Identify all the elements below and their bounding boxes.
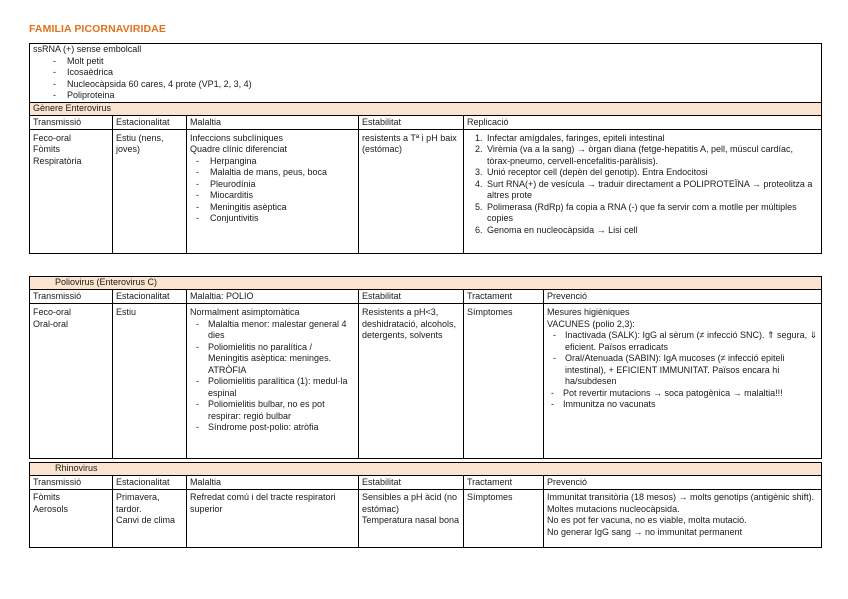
column-header: Malaltia	[187, 476, 359, 490]
column-header: Estacionalitat	[113, 290, 187, 304]
column-header: Replicació	[464, 115, 822, 129]
table-row	[30, 129, 822, 253]
list-item: - Meningitis asèptica	[190, 202, 355, 214]
list-item: - Pot revertir mutacions → soca patogènica → malaltia!!!	[547, 388, 818, 400]
list-item: - Nucleocàpsida 60 cares, 4 prote (VP1, 2, 3, 4)	[47, 79, 818, 91]
vaccine-notes	[547, 388, 818, 411]
list-item: - Poliproteina	[47, 90, 818, 102]
poliovirus-band: Poliovirus (Enterovirus C)	[30, 277, 822, 290]
column-header: Malaltia	[187, 115, 359, 129]
list-item: - Pleurodínia	[190, 179, 355, 191]
transmission-item: Fòmits	[33, 144, 60, 154]
list-item: - Icosaèdrica	[47, 67, 818, 79]
list-item: 6. Genoma en nucleocàpsida → Lisi cell	[485, 225, 818, 237]
prevention-intro: Mesures higièniques	[547, 307, 630, 317]
enterovirus-table	[29, 43, 822, 254]
enterovirus-band: Gènere Enterovirus	[30, 102, 822, 115]
stability-item: Sensibles a pH àcid (no estómac)	[362, 492, 458, 514]
column-header: Prevenció	[544, 290, 822, 304]
list-item: - Poliomielitis paralítica (1): medul·la espinal	[192, 376, 355, 399]
seasonality-item: Canvi de clima	[116, 515, 176, 525]
transmission-item: Feco-oral	[33, 132, 72, 143]
stability-item: Temperatura nasal bona	[362, 515, 460, 525]
stability-cell: resistents a Tª i pH baix (estómac)	[359, 129, 464, 253]
list-item: - Oral/Atenuada (SABIN): IgA mucoses (≠ infecció epiteli intestinal), + EFICIENT IMMUNITAT. Països encara hi ha/subdesen	[549, 353, 818, 388]
list-item: - Inactivada (SALK): IgG al sèrum (≠ infecció SNC). ⇑ segura, ⇓ eficient. Països erradicats	[549, 330, 818, 353]
list-item: - Immunitza no vacunats	[547, 399, 818, 411]
list-item: - Poliomielitis no paralítica / Meningitis asèptica: meninges. ATRÒFIA	[192, 342, 355, 377]
prevention-cell	[544, 304, 822, 459]
prevention-cell	[544, 490, 822, 548]
family-traits-list	[47, 56, 818, 102]
column-header: Tractament	[464, 476, 544, 490]
list-item: 2. Virèmia (va a la sang) → òrgan diana (fetge-hepatitis A, pell, múscul cardíac, tòrax-pneumo, cervell-encefalitis-paràlisis).	[485, 144, 818, 167]
transmission-item: Aerosols	[33, 503, 69, 514]
prevention-item: Immunitat transitòria (18 mesos) → molts genotips (antigènic shift). Moltes mutacions nucleocàpsida.	[547, 492, 815, 514]
seasonality-cell	[113, 490, 187, 548]
table-row	[30, 304, 822, 459]
table-row	[30, 490, 822, 548]
column-header: Estabilitat	[359, 115, 464, 129]
rhinovirus-table	[29, 462, 822, 548]
list-item: 5. Polimerasa (RdRp) fa copia a RNA (-) que fa servir com a motlle per múltiples copies	[485, 202, 818, 225]
list-item: - Síndrome post-polio: atròfia	[192, 422, 355, 434]
table-header-row	[30, 290, 822, 304]
table-header-row	[30, 476, 822, 490]
page-title: FAMILIA PICORNAVIRIDAE	[29, 23, 166, 35]
prevention-item: No generar IgG sang → no immunitat permanent	[547, 526, 743, 537]
transmission-cell	[30, 304, 113, 459]
column-header: Malaltia: POLIO	[187, 290, 359, 304]
list-item: - Herpangina	[190, 156, 355, 168]
stability-cell: Resistents a pH<3, deshidratació, alcohols, detergents, solvents	[359, 304, 464, 459]
seasonality-cell: Estiu	[113, 304, 187, 459]
seasonality-item: Primavera,	[116, 492, 160, 502]
column-header: Estacionalitat	[113, 115, 187, 129]
disease-list	[190, 156, 355, 225]
transmission-item: Feco-oral	[33, 307, 72, 317]
replication-steps	[467, 133, 818, 237]
treatment-cell: Símptomes	[464, 304, 544, 459]
transmission-item: Fòmits	[33, 492, 60, 502]
column-header: Estabilitat	[359, 290, 464, 304]
column-header: Prevenció	[544, 476, 822, 490]
list-item: - Conjuntivitis	[190, 213, 355, 225]
column-header: Transmissió	[30, 290, 113, 304]
disease-list	[192, 319, 355, 434]
disease-intro: Quadre clínic diferenciat	[190, 144, 288, 154]
transmission-cell	[30, 490, 113, 548]
column-header: Tractament	[464, 290, 544, 304]
list-item: - Malaltia de mans, peus, boca	[190, 167, 355, 179]
column-header: Estacionalitat	[113, 476, 187, 490]
list-item: 1. Infectar amígdales, faringes, epiteli intestinal	[485, 133, 818, 145]
column-header: Transmissió	[30, 115, 113, 129]
disease-cell	[187, 129, 359, 253]
table-header-row	[30, 115, 822, 129]
poliovirus-table	[29, 276, 822, 459]
treatment-cell: Símptomes	[464, 490, 544, 548]
list-item: - Malaltia menor: malestar general 4 dies	[192, 319, 355, 342]
disease-intro: Infeccions subclíniques	[190, 132, 284, 143]
seasonality-item: tardor.	[116, 503, 142, 514]
disease-intro: Normalment asimptomàtica	[190, 307, 300, 317]
transmission-cell	[30, 129, 113, 253]
disease-cell: Refredat comú i del tracte respiratori superior	[187, 490, 359, 548]
list-item: - Poliomielitis bulbar, no es pot respirar: regió bulbar	[192, 399, 355, 422]
prevention-item: No es pot fer vacuna, no es viable, molta mutació.	[547, 515, 747, 525]
family-summary: ssRNA (+) sense embolcall	[33, 44, 142, 54]
prevention-intro: VACUNES (polio 2,3):	[547, 318, 635, 329]
list-item: - Miocarditis	[190, 190, 355, 202]
transmission-item: Oral-oral	[33, 318, 69, 329]
disease-cell	[187, 304, 359, 459]
vaccine-list	[549, 330, 818, 388]
replication-cell	[464, 129, 822, 253]
list-item: 3. Unió receptor cell (depèn del genotip). Entra Endocitosi	[485, 167, 818, 179]
seasonality-cell: Estiu (nens, joves)	[113, 129, 187, 253]
rhinovirus-band: Rhinovirus	[30, 463, 822, 476]
column-header: Estabilitat	[359, 476, 464, 490]
stability-cell	[359, 490, 464, 548]
family-summary-cell	[30, 44, 822, 103]
list-item: 4. Surt RNA(+) de vesícula → traduir directament a POLIPROTEÏNA → proteolitza a altres prote	[485, 179, 818, 202]
list-item: - Molt petit	[47, 56, 818, 68]
transmission-item: Respiratòria	[33, 155, 82, 166]
column-header: Transmissió	[30, 476, 113, 490]
